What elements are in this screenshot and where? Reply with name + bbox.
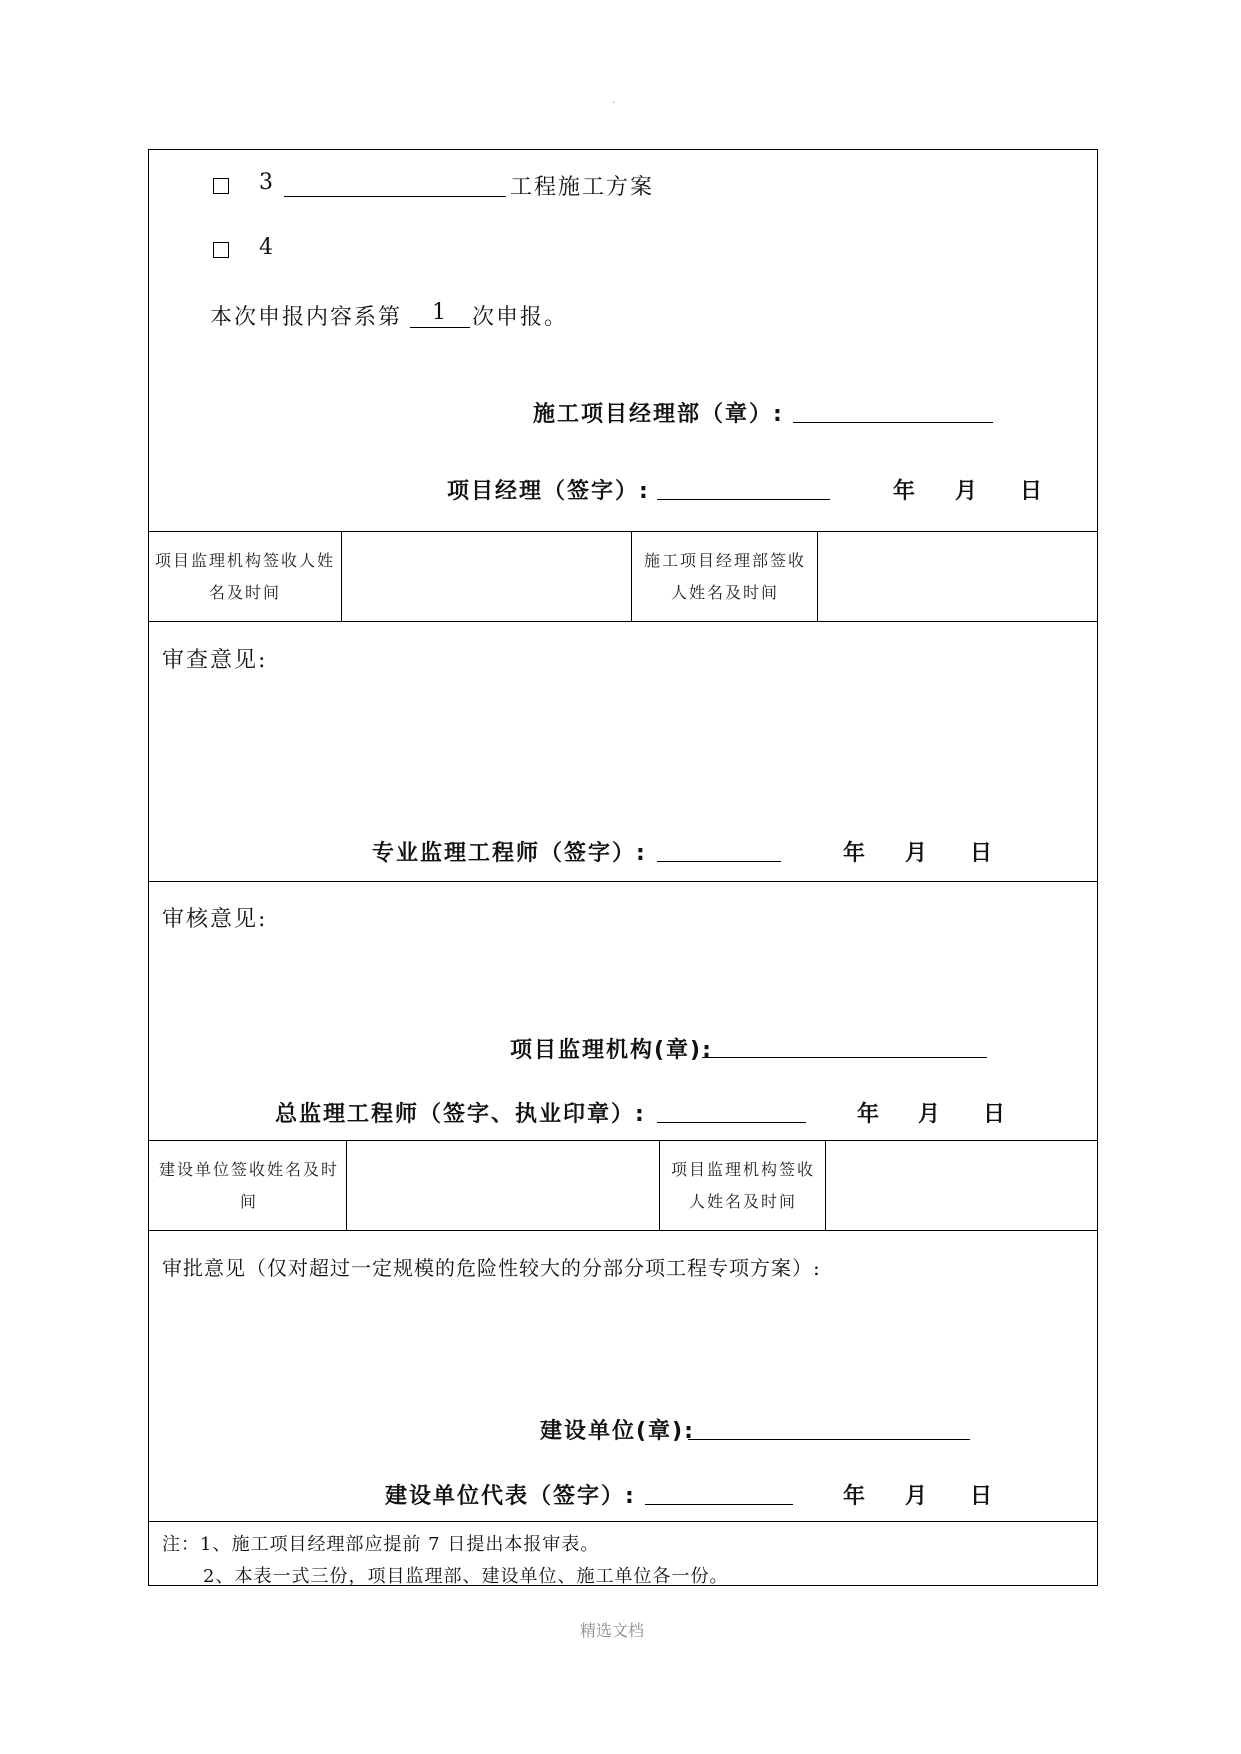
- divider-line: [825, 1140, 826, 1230]
- item-3-checkbox[interactable]: [213, 178, 229, 194]
- project-manager-sign-line[interactable]: [657, 499, 830, 500]
- divider-line: [659, 1140, 660, 1230]
- contractor-dept-seal-line[interactable]: [793, 422, 993, 423]
- project-manager-sign-label: 项目经理（签字）:: [447, 479, 650, 504]
- submission-count: 1: [432, 300, 448, 325]
- divider-line: [148, 881, 1098, 882]
- date-year: 年: [843, 841, 868, 866]
- chief-engineer-sign-line[interactable]: [657, 1122, 806, 1123]
- specialist-engineer-sign-label: 专业监理工程师（签字）:: [372, 841, 647, 866]
- divider-line: [817, 531, 818, 621]
- supervision-agency-seal-label: 项目监理机构(章):: [510, 1038, 713, 1063]
- note-line-1: 注：1、施工项目经理部应提前 7 日提出本报审表。: [162, 1534, 600, 1555]
- date-month: 月: [955, 479, 980, 504]
- form-frame: [148, 149, 1098, 1586]
- date-year: 年: [893, 479, 918, 504]
- divider-line: [148, 1521, 1098, 1522]
- divider-line: [148, 621, 1098, 622]
- date-year: 年: [843, 1484, 868, 1509]
- owner-rep-sign-line[interactable]: [645, 1504, 793, 1505]
- item-3-number: 3: [259, 170, 275, 195]
- date-month: 月: [905, 841, 930, 866]
- contractor-receipt-label: 施工项目经理部签收人姓名及时间: [643, 551, 806, 602]
- date-day: 日: [970, 841, 995, 866]
- divider-line: [341, 531, 342, 621]
- divider-line: [148, 1140, 1098, 1141]
- approval-opinion-label: 审批意见（仅对超过一定规模的危险性较大的分部分项工程专项方案）:: [162, 1256, 821, 1280]
- item-3-blank-line[interactable]: [284, 196, 506, 197]
- chief-engineer-sign-label: 总监理工程师（签字、执业印章）:: [275, 1102, 646, 1127]
- date-year: 年: [857, 1102, 882, 1127]
- date-month: 月: [918, 1102, 943, 1127]
- date-day: 日: [983, 1102, 1008, 1127]
- owner-receipt-label: 建设单位签收姓名及时间: [158, 1160, 339, 1211]
- item-3-suffix: 工程施工方案: [510, 175, 655, 200]
- page-dot: ·: [612, 98, 616, 109]
- supervision-receipt-label-2: 项目监理机构签收人姓名及时间: [670, 1160, 815, 1211]
- item-4-number: 4: [259, 235, 275, 260]
- divider-line: [631, 531, 632, 621]
- note-line-2: 2、本表一式三份，项目监理部、建设单位、施工单位各一份。: [203, 1566, 729, 1587]
- date-day: 日: [1020, 479, 1045, 504]
- owner-seal-label: 建设单位(章):: [540, 1419, 695, 1444]
- review-opinion-label: 审查意见:: [162, 648, 268, 673]
- footer-text: 精选文档: [580, 1621, 645, 1640]
- contractor-dept-seal-label: 施工项目经理部（章）:: [533, 402, 784, 427]
- date-day: 日: [970, 1484, 995, 1509]
- supervision-receipt-label: 项目监理机构签收人姓名及时间: [154, 551, 335, 602]
- date-month: 月: [905, 1484, 930, 1509]
- owner-seal-line[interactable]: [688, 1439, 970, 1440]
- divider-line: [148, 1230, 1098, 1231]
- supervision-receipt-field-2[interactable]: [827, 1142, 1096, 1229]
- specialist-engineer-sign-line[interactable]: [657, 861, 781, 862]
- audit-opinion-label: 审核意见:: [162, 907, 268, 932]
- submission-count-line: [410, 327, 470, 328]
- divider-line: [148, 531, 1098, 532]
- contractor-receipt-field[interactable]: [819, 533, 1096, 620]
- divider-line: [346, 1140, 347, 1230]
- owner-receipt-field[interactable]: [348, 1142, 657, 1229]
- item-4-checkbox[interactable]: [213, 242, 229, 258]
- supervision-receipt-field[interactable]: [343, 533, 629, 620]
- supervision-agency-seal-line[interactable]: [702, 1057, 987, 1058]
- submission-prefix: 本次申报内容系第: [210, 305, 403, 330]
- owner-rep-sign-label: 建设单位代表（签字）:: [385, 1484, 636, 1509]
- submission-suffix: 次申报。: [472, 305, 569, 330]
